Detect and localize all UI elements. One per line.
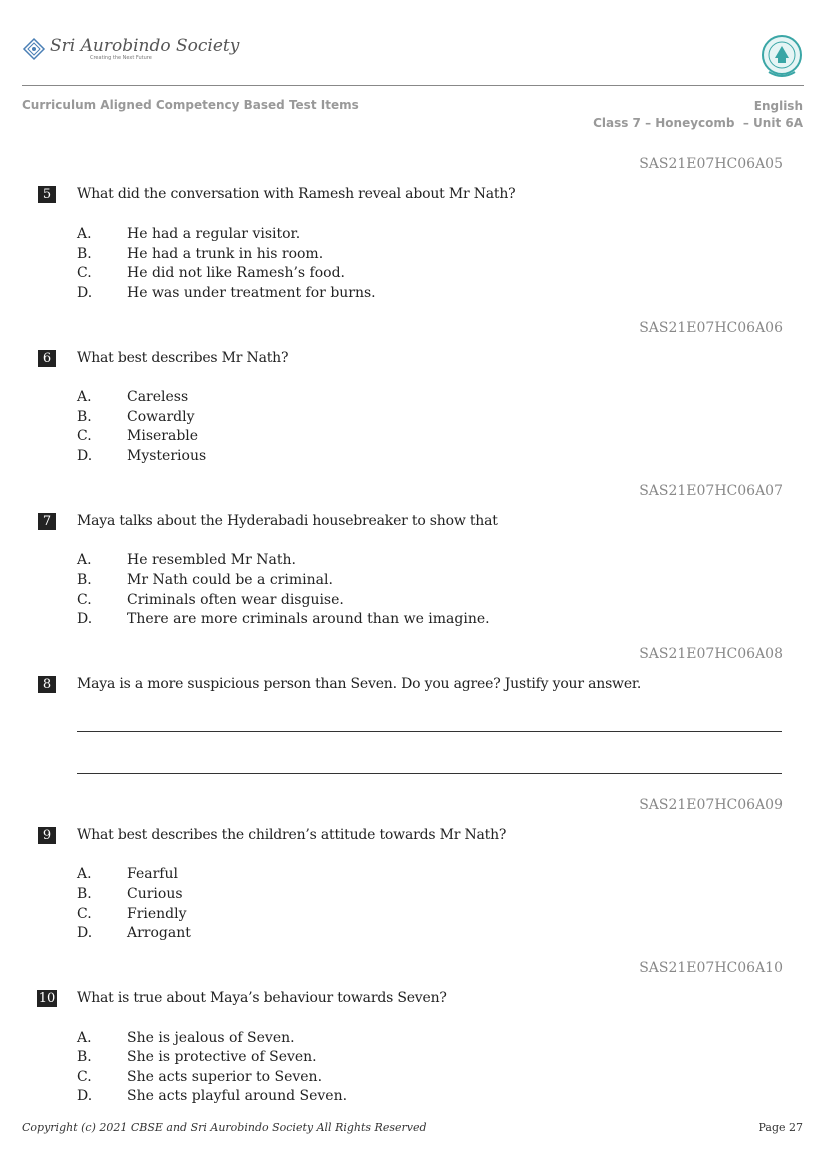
item-code: SAS21E07HC06A07 (639, 483, 783, 499)
option-letter: B. (77, 409, 92, 425)
question-text: What did the conversation with Ramesh reveal about Mr Nath? (77, 186, 516, 202)
option-b[interactable] (77, 570, 333, 590)
option-letter: C. (77, 592, 92, 608)
option-text: There are more criminals around than we imagine. (127, 611, 490, 627)
option-c[interactable] (77, 263, 345, 283)
society-emblem-icon (22, 37, 46, 61)
option-text: Criminals often wear disguise. (127, 592, 344, 608)
option-a[interactable] (77, 224, 300, 244)
option-text: Fearful (127, 866, 178, 882)
option-d[interactable] (77, 283, 376, 303)
question-text: Maya talks about the Hyderabadi housebreaker to show that (77, 513, 498, 529)
option-letter: A. (77, 1030, 92, 1046)
option-letter: A. (77, 552, 92, 568)
option-text: Cowardly (127, 409, 195, 425)
question-text: What is true about Maya’s behaviour towards Seven? (77, 990, 447, 1006)
option-text: She is jealous of Seven. (127, 1030, 295, 1046)
option-b[interactable] (77, 407, 195, 427)
option-letter: B. (77, 246, 92, 262)
copyright-notice: Copyright (c) 2021 CBSE and Sri Aurobindo Society All Rights Reserved (22, 1121, 427, 1134)
item-code: SAS21E07HC06A10 (639, 960, 783, 976)
option-text: Careless (127, 389, 189, 405)
option-letter: A. (77, 866, 92, 882)
option-letter: D. (77, 1088, 93, 1104)
question-text: Maya is a more suspicious person than Seven. Do you agree? Justify your answer. (77, 676, 642, 692)
option-letter: D. (77, 285, 93, 301)
option-d[interactable] (77, 923, 191, 943)
sri-aurobindo-society-logo (22, 36, 239, 61)
option-text: He resembled Mr Nath. (127, 552, 296, 568)
option-text: He had a regular visitor. (127, 226, 301, 242)
option-d[interactable] (77, 1086, 347, 1106)
option-text: She acts superior to Seven. (127, 1069, 323, 1085)
question-number: 10 (38, 991, 56, 1006)
option-text: Mr Nath could be a criminal. (127, 572, 333, 588)
option-c[interactable] (77, 904, 187, 924)
option-text: He did not like Ramesh’s food. (127, 265, 345, 281)
option-b[interactable] (77, 1047, 317, 1067)
question-number: 6 (38, 350, 56, 367)
option-text: He was under treatment for burns. (127, 285, 376, 301)
option-d[interactable] (77, 609, 490, 629)
option-a[interactable] (77, 1028, 295, 1048)
item-code: SAS21E07HC06A08 (639, 646, 783, 662)
subject-label: English (753, 99, 803, 113)
option-letter: B. (77, 572, 92, 588)
option-text: Curious (127, 886, 183, 902)
option-letter: C. (77, 906, 92, 922)
option-letter: B. (77, 886, 92, 902)
option-letter: C. (77, 1069, 92, 1085)
option-b[interactable] (77, 244, 323, 264)
question-number: 9 (38, 827, 56, 844)
option-d[interactable] (77, 446, 206, 466)
answer-line[interactable] (77, 731, 782, 732)
page-number: Page 27 (758, 1121, 803, 1134)
option-a[interactable] (77, 387, 188, 407)
option-text: She is protective of Seven. (127, 1049, 317, 1065)
option-letter: A. (77, 389, 92, 405)
option-a[interactable] (77, 864, 178, 884)
item-code: SAS21E07HC06A09 (639, 797, 783, 813)
brand-tagline: Creating the Next Future (90, 55, 152, 61)
option-text: She acts playful around Seven. (127, 1088, 348, 1104)
class-unit-label: Class 7 – Honeycomb – Unit 6A (593, 116, 803, 130)
option-letter: D. (77, 611, 93, 627)
answer-line[interactable] (77, 773, 782, 774)
option-a[interactable] (77, 550, 296, 570)
subject-info (593, 98, 803, 132)
question-number: 5 (38, 186, 56, 203)
option-text: He had a trunk in his room. (127, 246, 324, 262)
curriculum-title: Curriculum Aligned Competency Based Test Items (22, 98, 359, 112)
option-text: Arrogant (127, 925, 191, 941)
cbse-seal-icon (761, 34, 803, 80)
question-text: What best describes the children’s attitude towards Mr Nath? (77, 827, 507, 843)
option-letter: C. (77, 428, 92, 444)
item-code: SAS21E07HC06A06 (639, 320, 783, 336)
option-c[interactable] (77, 426, 198, 446)
option-b[interactable] (77, 884, 183, 904)
brand-name: Sri Aurobindo Society (50, 36, 240, 56)
cbse-seal (761, 34, 803, 84)
option-text: Friendly (127, 906, 187, 922)
option-letter: B. (77, 1049, 92, 1065)
option-letter: D. (77, 448, 93, 464)
option-letter: A. (77, 226, 92, 242)
option-text: Mysterious (127, 448, 207, 464)
question-text: What best describes Mr Nath? (77, 350, 289, 366)
item-code: SAS21E07HC06A05 (639, 156, 783, 172)
option-text: Miserable (127, 428, 199, 444)
option-c[interactable] (77, 1067, 322, 1087)
option-letter: C. (77, 265, 92, 281)
header-divider (22, 85, 804, 86)
option-letter: D. (77, 925, 93, 941)
question-number: 8 (38, 676, 56, 693)
option-c[interactable] (77, 590, 344, 610)
question-number: 7 (38, 513, 56, 530)
